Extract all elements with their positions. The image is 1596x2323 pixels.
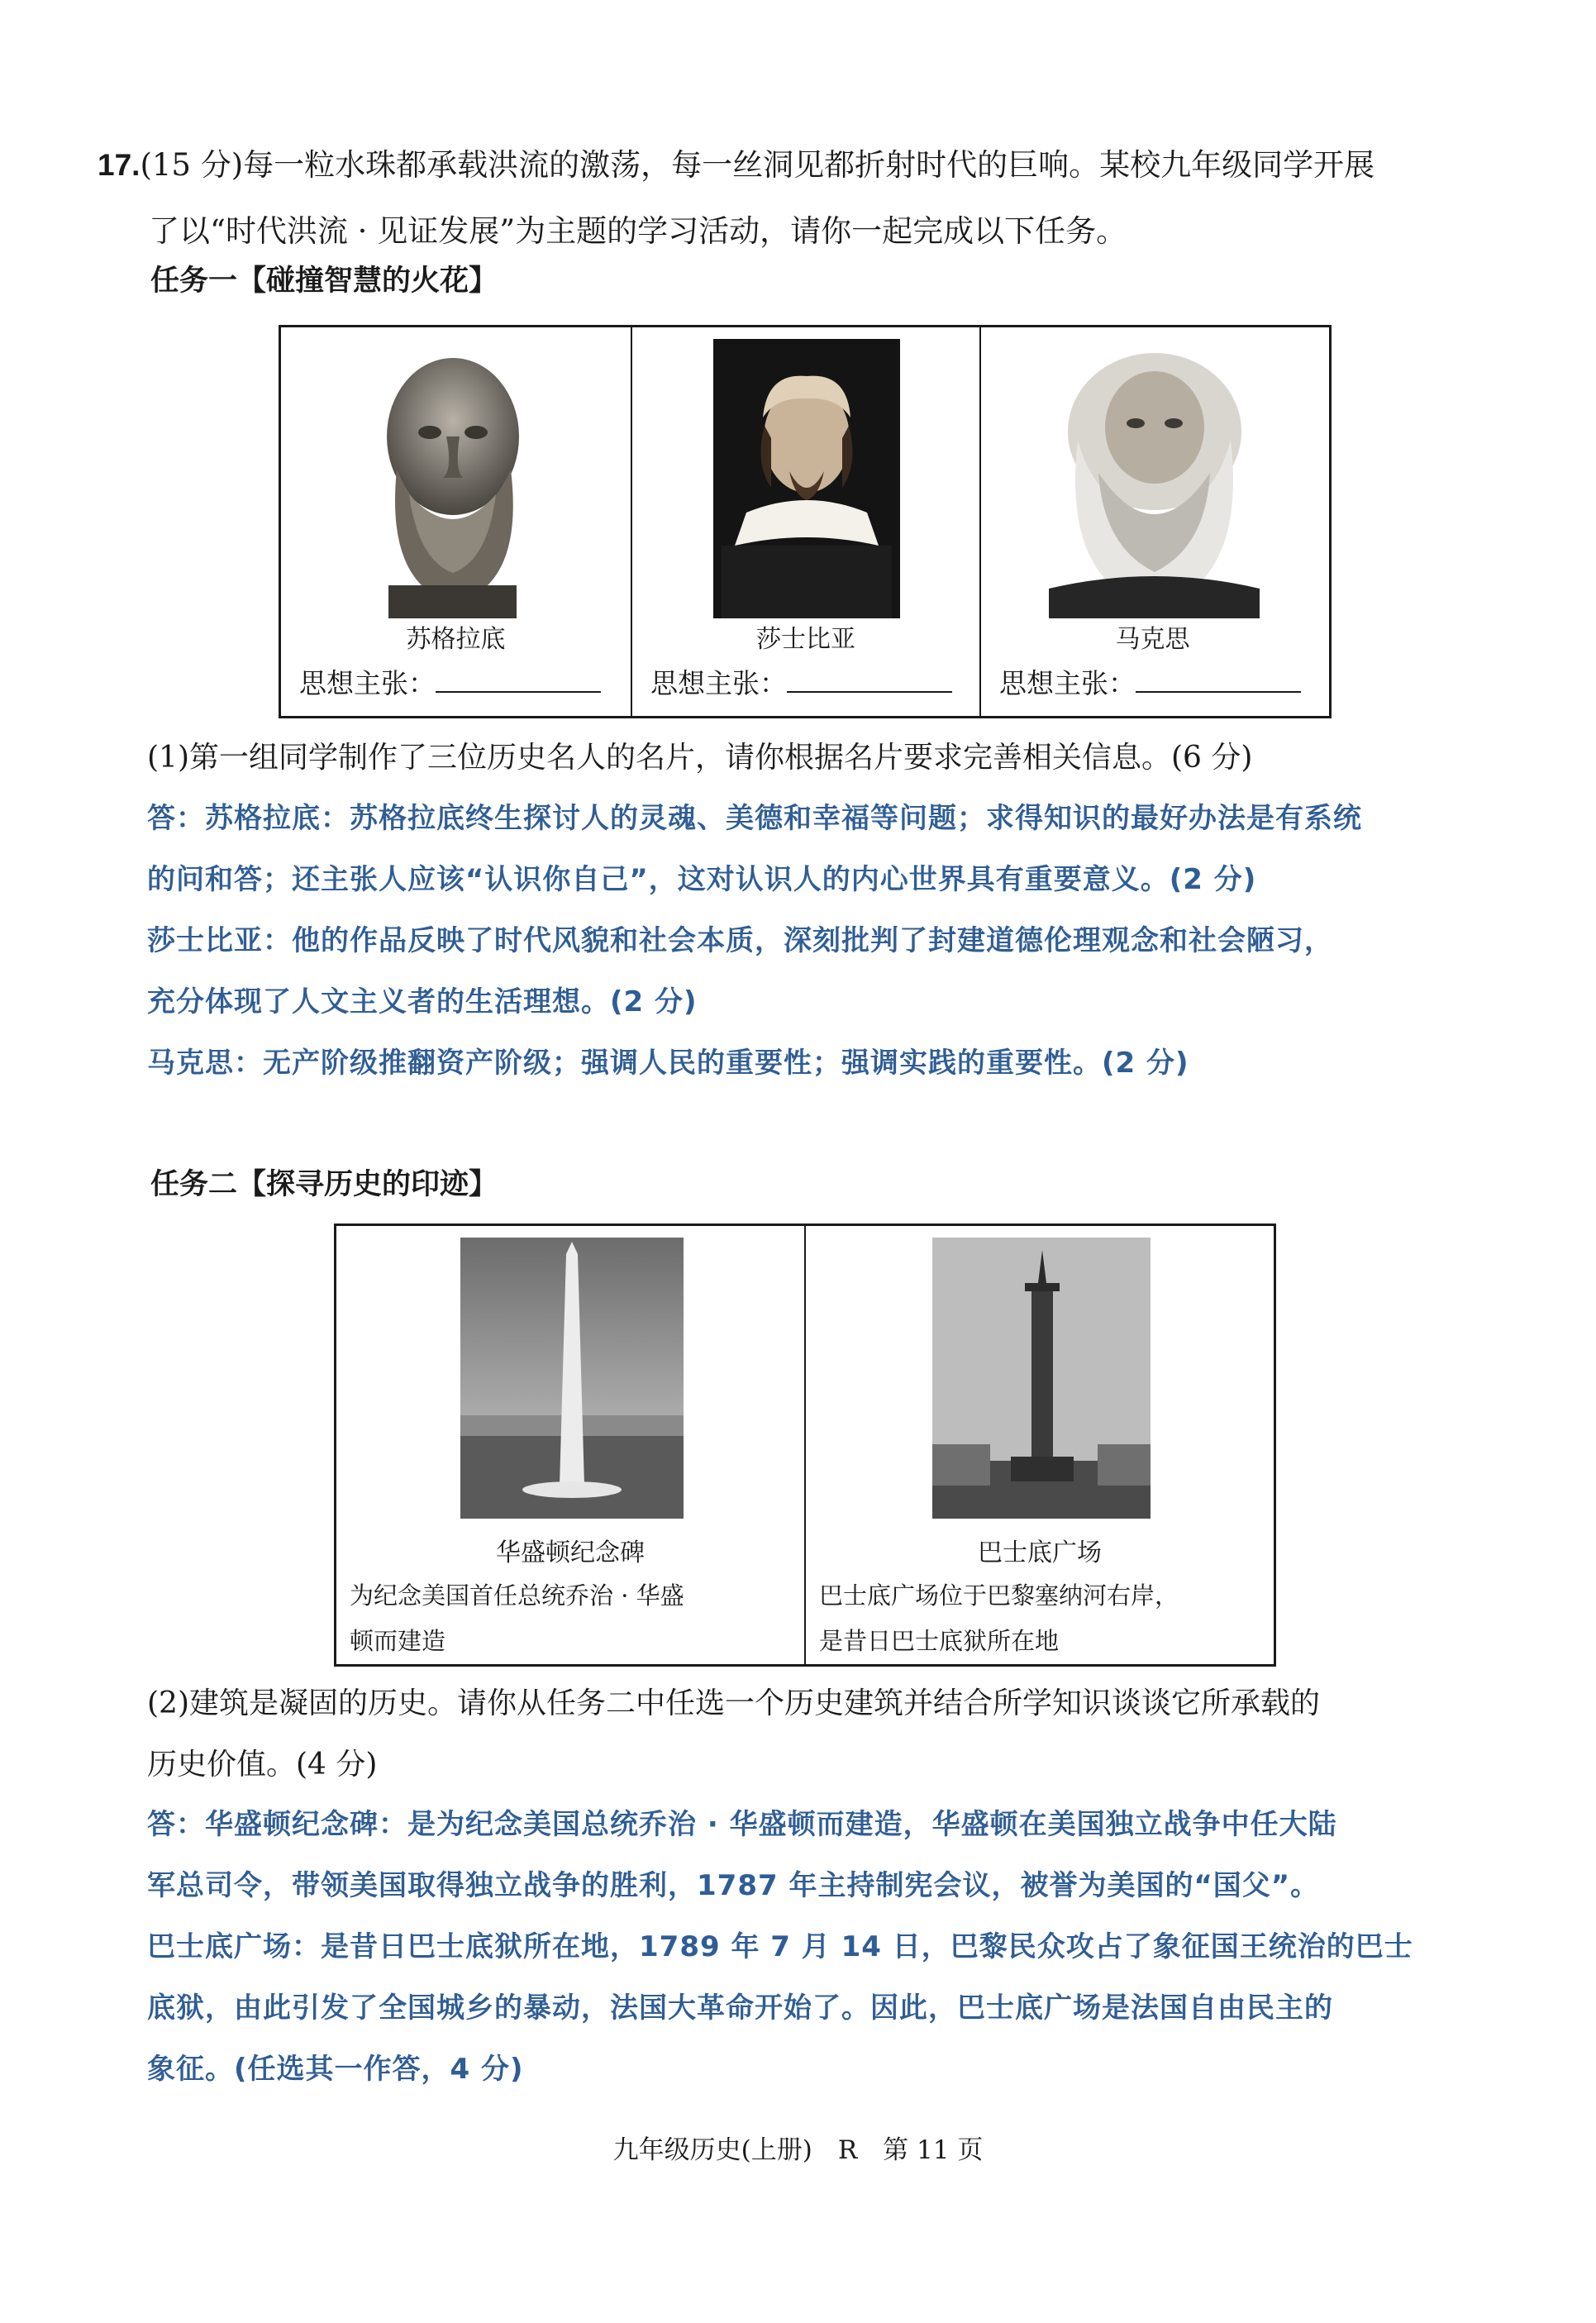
- thought-label: 思想主张：: [299, 667, 436, 699]
- building-name-washington: 华盛顿纪念碑: [496, 1538, 645, 1567]
- thought-blank[interactable]: [436, 666, 601, 693]
- card-marx: [981, 327, 1324, 716]
- question-line-2: 了以“时代洪流 · 见证发展”为主题的学习活动，请你一起完成以下任务。: [149, 213, 1127, 249]
- question-header: [98, 132, 1486, 265]
- answer-1-line: 马克思：无产阶级推翻资产阶级；强调人民的重要性；强调实践的重要性。(2 分): [147, 1047, 1189, 1080]
- answer-1-line: 答：苏格拉底：苏格拉底终生探讨人的灵魂、美德和幸福等问题；求得知识的最好办法是有系统: [147, 802, 1362, 835]
- desc-line: 是昔日巴士底狱所在地: [819, 1627, 1060, 1655]
- question-number: 17.: [98, 148, 141, 182]
- card-bastille-square: [806, 1226, 1274, 1664]
- building-desc-bastille: [819, 1573, 1264, 1664]
- sub-question-1: (1)第一组同学制作了三位历史名人的名片，请你根据名片要求完善相关信息。(6 分): [147, 741, 1253, 775]
- thought-blank[interactable]: [787, 666, 952, 693]
- answer-1-line: 充分体现了人文主义者的生活理想。(2 分): [147, 985, 698, 1018]
- card-name-socrates: 苏格拉底: [406, 625, 506, 654]
- desc-line: 巴士底广场位于巴黎塞纳河右岸，: [819, 1581, 1179, 1610]
- washington-monument-image: [460, 1238, 684, 1519]
- buildings-table: [334, 1224, 1276, 1667]
- building-desc-washington: [350, 1573, 794, 1664]
- answer-2-line: 巴士底广场：是昔日巴士底狱所在地，1789 年 7 月 14 日，巴黎民众攻占了象征国王统治的巴士: [147, 1930, 1413, 1963]
- socrates-bust-image: [364, 346, 541, 618]
- sub-question-2-line: 历史价值。(4 分): [147, 1748, 378, 1782]
- card-socrates: [281, 327, 632, 716]
- answer-2: [147, 1794, 1503, 2100]
- sub-question-2: [147, 1673, 1494, 1796]
- thought-label: 思想主张：: [999, 667, 1136, 699]
- answer-2-line: 底狱，由此引发了全国城乡的暴动，法国大革命开始了。因此，巴士底广场是法国自由民主的: [147, 1991, 1333, 2025]
- card-shakespeare: [632, 327, 981, 716]
- marx-portrait-image: [1032, 341, 1276, 618]
- answer-1-line: 的问和答；还主张人应该“认识你自己”，这对认识人的内心世界具有重要意义。(2 分): [147, 863, 1257, 896]
- answer-2-line: 答：华盛顿纪念碑：是为纪念美国总统乔治 · 华盛顿而建造，华盛顿在美国独立战争中任大陆: [147, 1808, 1337, 1841]
- task2-title: 任务二【探寻历史的印迹】: [150, 1168, 498, 1201]
- card-name-marx: 马克思: [1115, 625, 1190, 654]
- thought-blank[interactable]: [1136, 666, 1301, 693]
- answer-1-line: 莎士比亚：他的作品反映了时代风貌和社会本质，深刻批判了封建道德伦理观念和社会陋习，: [147, 924, 1333, 957]
- thought-field-shakespeare: [650, 662, 952, 701]
- portrait-cards-table: [279, 325, 1332, 718]
- thought-label: 思想主张：: [650, 667, 787, 699]
- shakespeare-portrait-image: [713, 339, 900, 618]
- card-washington-monument: [336, 1226, 806, 1664]
- page-footer: 九年级历史(上册) R 第 11 页: [612, 2135, 984, 2165]
- thought-field-socrates: [299, 662, 601, 701]
- answer-2-line: 军总司令，带领美国取得独立战争的胜利，1787 年主持制宪会议，被誉为美国的“国父”。: [147, 1869, 1320, 1902]
- thought-field-marx: [999, 662, 1301, 701]
- question-line-1: (15 分)每一粒水珠都承载洪流的激荡，每一丝洞见都折射时代的巨响。某校九年级同学开展: [140, 147, 1375, 183]
- answer-1: [147, 788, 1503, 1094]
- building-name-bastille: 巴士底广场: [978, 1538, 1102, 1567]
- desc-line: 为纪念美国首任总统乔治 · 华盛: [350, 1581, 684, 1610]
- card-name-shakespeare: 莎士比亚: [756, 625, 855, 654]
- bastille-column-image: [932, 1238, 1151, 1519]
- answer-2-line: 象征。(任选其一作答，4 分): [147, 2053, 524, 2086]
- task1-title: 任务一【碰撞智慧的火花】: [150, 265, 498, 298]
- desc-line: 顿而建造: [350, 1627, 446, 1655]
- sub-question-2-line: (2)建筑是凝固的历史。请你从任务二中任选一个历史建筑并结合所学知识谈谈它所承载的: [147, 1686, 1320, 1720]
